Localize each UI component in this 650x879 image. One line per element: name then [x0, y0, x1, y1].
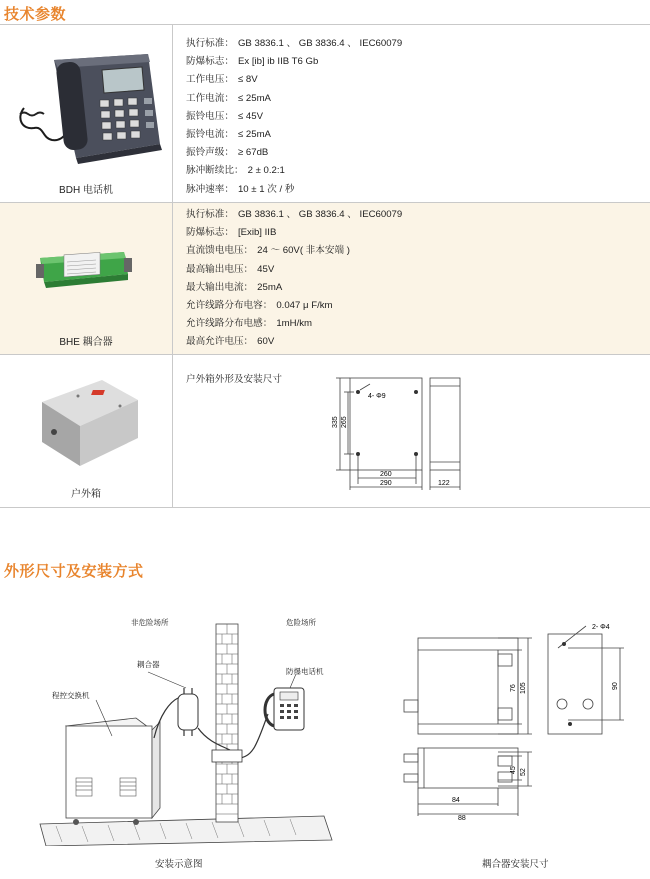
table-bottom-rule: [0, 507, 650, 508]
spec-line: [186, 261, 402, 279]
spec-value: Ex [ib] ib IIB T6 Gb: [237, 56, 319, 68]
spec-label: 脉冲速率：: [186, 183, 234, 195]
spec-value: GB 3836.1 、 GB 3836.4 、 IEC60079: [237, 38, 403, 49]
spec-line: [186, 90, 402, 108]
dim-hole-label: 4- Φ9: [368, 393, 386, 400]
tech-section-title: 技术参数: [4, 6, 67, 23]
spec-line: [186, 126, 402, 144]
spec-label: 最大输出电流：: [186, 281, 254, 293]
dim-width-outer: 290: [380, 480, 392, 487]
telephone-name: BDH 电话机: [59, 185, 113, 196]
coupler-dim-90: 90: [612, 682, 619, 690]
spec-line: [186, 53, 402, 71]
dim-width-inner: 260: [380, 471, 392, 478]
spec-line: [186, 71, 402, 89]
spec-label: 最高允许电压：: [186, 336, 254, 348]
spec-line: [186, 315, 402, 333]
coupler-specs: [186, 206, 402, 352]
spec-value: GB 3836.1 、 GB 3836.4 、 IEC60079: [237, 209, 403, 220]
spec-value: ≤ 25mA: [237, 129, 271, 141]
spec-value: ≤ 25mA: [237, 92, 271, 104]
spec-label: 执行标准：: [186, 38, 234, 49]
dim-height-inner: 265: [341, 416, 348, 428]
spec-label: 工作电流：: [186, 92, 234, 104]
spec-label: 允许线路分布电感：: [186, 318, 273, 330]
spec-line: [186, 108, 402, 126]
spec-value: 45V: [257, 263, 275, 275]
coupler-dimension-caption: 耦合器安装尺寸: [482, 859, 549, 870]
spec-line: [186, 206, 402, 224]
dim-height-outer: 335: [332, 416, 339, 428]
non-hazard-area-label: 非危险场所: [131, 618, 169, 627]
spec-label: 允许线路分布电容：: [186, 300, 273, 312]
spec-label: 工作电压：: [186, 74, 234, 86]
coupler-name: BHE 耦合器: [59, 337, 113, 348]
install-section-title: 外形尺寸及安装方式: [4, 563, 144, 580]
outdoor-box-name: 户外箱: [71, 489, 101, 500]
spec-line: [186, 144, 402, 162]
outdoor-box-drawing-title: 户外箱外形及安装尺寸: [186, 374, 282, 385]
spec-label: 最高输出电压：: [186, 263, 254, 275]
coupler-dim-88: 88: [458, 815, 466, 820]
coupler-dim-105: 105: [520, 682, 527, 694]
table-rule-2: [0, 354, 650, 355]
spec-line: [186, 35, 402, 53]
table-column-divider: [172, 24, 173, 507]
spec-line: [186, 279, 402, 297]
spec-value: 0.047 μ F/km: [276, 300, 333, 312]
spec-value: 25mA: [257, 281, 283, 293]
spec-label: 振铃电流：: [186, 129, 234, 141]
telephone-image: [14, 48, 164, 166]
spec-label: 防爆标志：: [186, 227, 234, 239]
spec-value: 24 ～ 60V( 非本安端 ): [257, 245, 350, 257]
telephone-specs: [186, 35, 402, 199]
spec-line: [186, 333, 402, 351]
installation-diagram: [36, 618, 336, 846]
spec-value: ≤ 45V: [237, 110, 263, 122]
spec-line: [186, 181, 402, 199]
spec-line: [186, 224, 402, 242]
coupler-dimension-drawing: [398, 620, 634, 820]
spec-line: [186, 242, 402, 260]
spec-label: 执行标准：: [186, 209, 234, 220]
coupler-dim-84: 84: [452, 797, 460, 804]
spec-label: 防爆标志：: [186, 56, 234, 68]
spec-label: 振铃电压：: [186, 110, 234, 122]
spec-value: ≥ 67dB: [237, 147, 269, 159]
phone-callout: 防爆电话机: [286, 667, 324, 676]
hazard-area-label: 危险场所: [286, 618, 316, 627]
spec-value: [Exib] IIB: [237, 227, 277, 239]
switch-callout: 程控交换机: [52, 691, 90, 700]
dim-depth: 122: [438, 480, 450, 487]
coupler-dim-45: 45: [510, 766, 517, 774]
table-rule-1: [0, 202, 650, 203]
spec-value: 1mH/km: [276, 318, 313, 330]
spec-value: 10 ± 1 次 / 秒: [237, 183, 295, 195]
coupler-hole-label: 2- Φ4: [592, 624, 610, 631]
coupler-dim-52: 52: [520, 768, 527, 776]
spec-line: [186, 162, 402, 180]
outdoor-box-dimension-drawing: [320, 372, 470, 494]
spec-label: 脉冲断续比：: [186, 165, 244, 177]
spec-label: 振铃声级：: [186, 147, 234, 159]
coupler-dim-76: 76: [510, 684, 517, 692]
spec-value: ≤ 8V: [237, 74, 258, 86]
coupler-callout: 耦合器: [137, 660, 160, 669]
coupler-image: [34, 240, 134, 298]
outdoor-box-image: [38, 376, 142, 468]
spec-value: 2 ± 0.2:1: [247, 165, 285, 177]
table-top-rule: [0, 24, 650, 25]
spec-line: [186, 297, 402, 315]
spec-label: 直流馈电电压：: [186, 245, 254, 257]
installation-diagram-caption: 安装示意图: [155, 859, 203, 870]
spec-value: 60V: [257, 336, 275, 348]
